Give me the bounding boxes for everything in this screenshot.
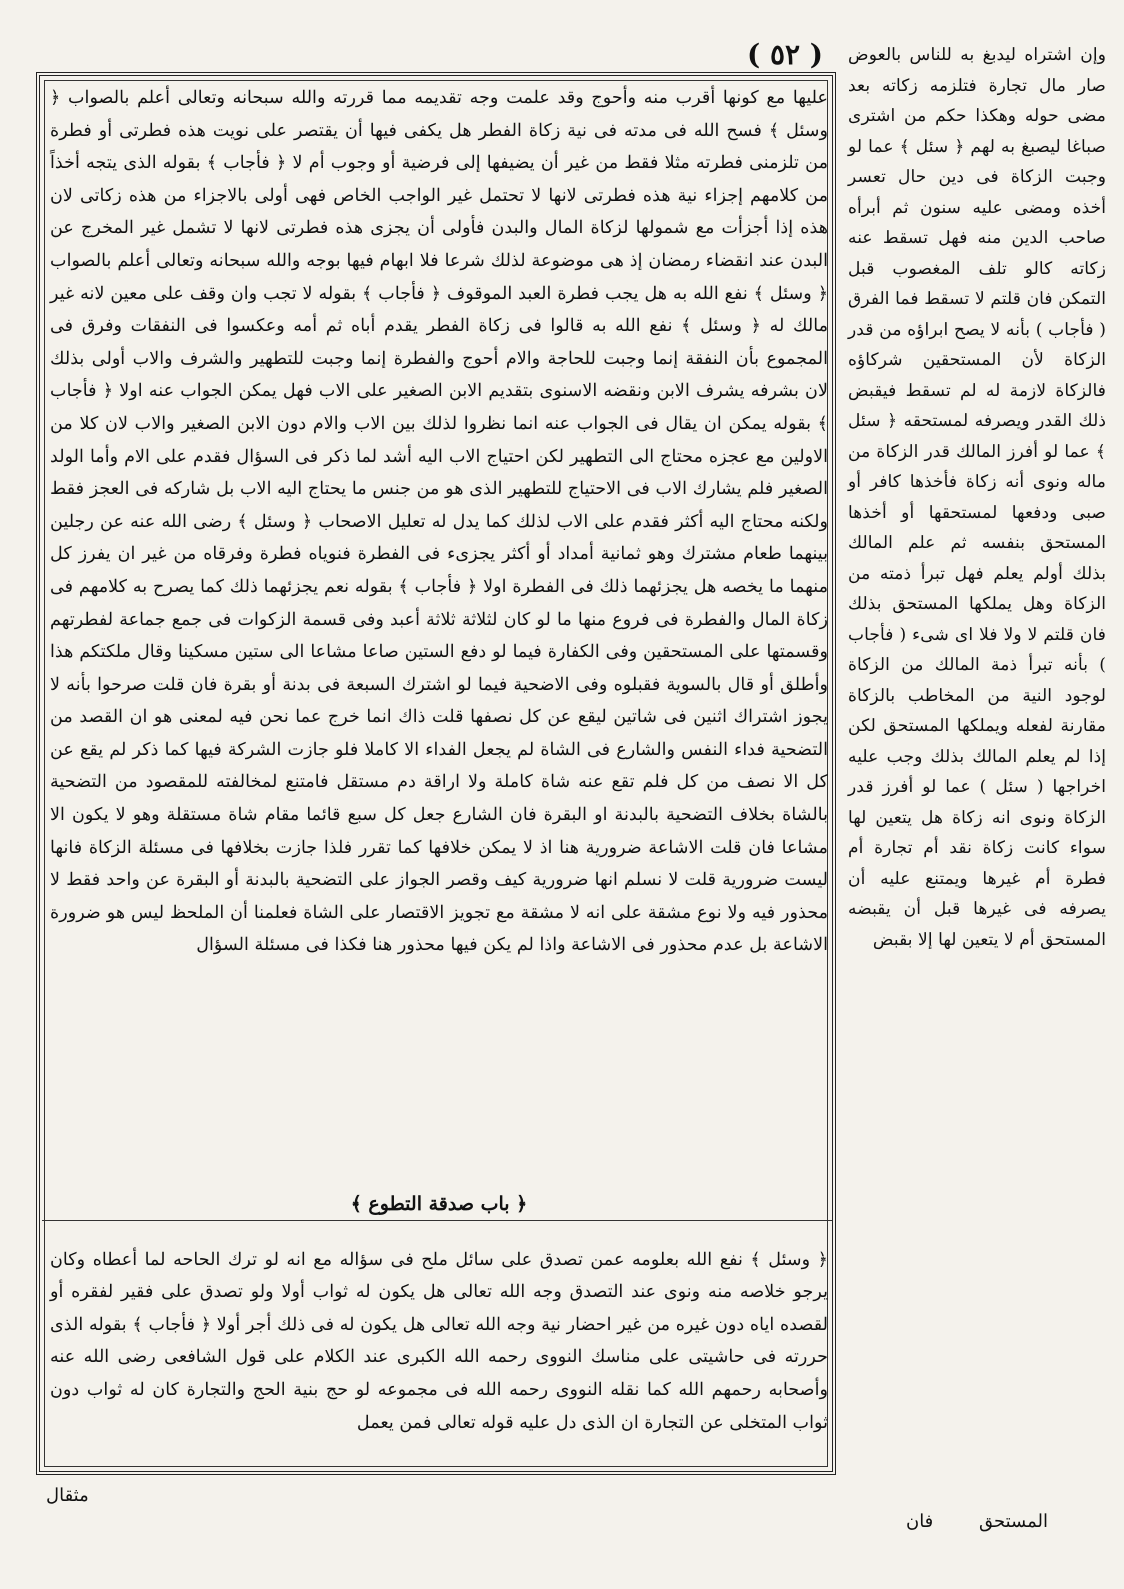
catchword-margin: المستحق فان [905,1511,1049,1532]
catchword-main: مثقال [46,1485,89,1506]
chapter-divider [42,1220,832,1221]
main-text-2: ﴿ وسئل ﴾ نفع الله بعلومه عمن تصدق على سائل ملح فى سؤاله مع انه لو ترك الحاحه لما أعطاه وكان يرجو خلاصه منه ونوى عند التصدق وجه الله تعالى هل يكون له ثواب أولا ولو تصدق على فقير لفقره أو لقصده اياه دون غيره من غير احضار نية وجه الله تعالى هل يكون له فى ذلك أجر أولا ﴿ فأجاب ﴾ بقوله الذى حررته فى حاشيتى على مناسك النووى رحمه الله الكبرى عند الكلام على قول الشافعى رضى الله عنه وأصحابه رحمهم الله كما نقله النووى رحمه الله فى مجموعه لو حج بنية الحج والتجارة كان له ثواب دون ثواب المتخلى عن التجارة ان الذى دل عليه قوله تعالى فمن يعمل [50,1249,828,1433]
margin-text: وإن اشتراه ليدبغ به للناس بالعوض صار مال تجارة فتلزمه زكاته بعد مضى حوله وهكذا حكم من اشترى صباغا ليصبغ به لهم ﴿ سئل ﴾ عما لو وجبت الزكاة فى دين حال تعسر أخذه ومضى عليه سنون ثم أبرأه صاحب الدين منه فهل تسقط عنه زكاته كالو تلف المغصوب قبل التمكن فان قلتم لا تسقط فما الفرق ( فأجاب ) بأنه لا يصح ابراؤه من قدر الزكاة لأن المستحقين شركاؤه فالزكاة لازمة له لم تسقط فيقبض ذلك القدر ويصرفه لمستحقه ﴿ سئل ﴾ عما لو أفرز المالك قدر الزكاة من ماله ونوى أنه زكاة فأخذها كافر أو صبى ودفعها لمستحقها أو أخذها المستحق بنفسه ثم علم المالك بذلك أولم يعلم فهل تبرأ ذمته من الزكاة وهل يملكها المستحق بذلك فان قلتم لا ولا فلا اى شىء ( فأجاب ) بأنه تبرأ ذمة المالك من الزكاة لوجود النية من المخاطب بالزكاة مقارنة لفعله ويملكها المستحق لكن إذا لم يعلم المالك بذلك وجب عليه اخراجها ( سئل ) عما لو أفرز قدر الزكاة ونوى انه زكاة هل يتعين لها سواء كانت زكاة نقد أم تجارة أم فطرة أم غيرها ويمتنع عليه أن يصرفه فى غيرها قبل أن يقبضه المستحق أم لا يتعين لها إلا بقبض [848,45,1106,950]
page-number: ( ٥٢ ) [746,38,824,71]
main-text-block-2 [50,1226,828,1471]
chapter-heading: ﴿ باب صدقة التطوع ﴾ [350,1193,528,1215]
margin-commentary [848,40,1106,1540]
main-text: عليها مع كونها أقرب منه وأحوج وقد علمت وجه تقديمه مما قررته والله سبحانه وتعالى أعلم بالصواب ﴿ وسئل ﴾ فسح الله فى مدته فى نية زكاة الفطر هل يكفى فيها أن يقتصر على نويت هذه فطرتى أو فطرة من تلزمنى فطرته مثلا فقط من غير أن يضيفها إلى فرضية أو وجوب أم لا ﴿ فأجاب ﴾ بقوله الذى يتجه أخذاً من كلامهم إجزاء نية هذه فطرتى لانها لا تحتمل غير الواجب الخاص فهى أولى بالاجزاء من هذه زكاتى لان هذه إذا أجزأت مع شمولها لزكاة المال والبدن فأولى أن يجزى هذه فطرتى لانها لا تشمل غير المخرج عن البدن عند انقضاء رمضان إذ هى موضوعة لذلك شرعا فلا ابهام فيها بوجه والله سبحانه وتعالى أعلم بالصواب ﴿ وسئل ﴾ نفع الله به هل يجب فطرة العبد الموقوف ﴿ فأجاب ﴾ بقوله لا تجب وان وقف على معين لانه غير مالك له ﴿ وسئل ﴾ نفع الله به قالوا فى زكاة الفطر يقدم أباه ثم أمه وعكسوا فى النفقات وفرق فى المجموع بأن النفقة إنما وجبت للحاجة والام أحوج والفطرة إنما وجبت للتطهير والشرف والاب أولى بذلك لان بشرفه يشرف الابن ونقضه الاسنوى بتقديم الابن الصغير على الاب فهل يمكن الجواب عنه اولا ﴿ فأجاب ﴾ بقوله يمكن ان يقال فى الجواب عنه انما نظروا لذلك بين الاب والام دون الابن الصغير والاب لان كلا من الاولين مع عجزه محتاج الى التطهير لكن احتياج الاب اليه أشد لما ذكر فى السؤال فقدم على الام وأما الولد الصغير فلم يشارك الاب فى الاحتياج للتطهير الذى هو من جنس ما يحتاج اليه الاب بل شاركه فى العجز فقط ولكنه محتاج اليه أكثر فقدم على الاب لذلك كما يدل له تعليل الاصحاب ﴿ وسئل ﴾ رضى الله عنه عن رجلين بينهما طعام مشترك وهو ثمانية أمداد أو أكثر يجزىء فى الفطرة فنوياه فطرة وفرقاه من غير ان يفرز كل منهما ما يخصه هل يجزئهما ذلك فى الفطرة اولا ﴿ فأجاب ﴾ بقوله نعم يجزئهما ذلك كما يصرح به كلامهم فى زكاة المال والفطرة فى فروع منها ما لو كان لثلاثة ثلاثة أعبد وفى قسمة الزكوات فى جمع جماعة لفطرتهم وقسمتها على المستحقين وفى الكفارة فيما لو دفع الستين صاعا مشاعا الى ستين مسكينا وقال ملكتكم هذا وأطلق أو قال بالسوية فقبلوه وفى الاضحية فيما لو اشترك السبعة فى بدنة أو بقرة فان قلت صرحوا بأنه لا يجوز اشتراك اثنين فى شاتين ليقع عن كل نصفها قلت ذاك انما خرج عما نحن فيه لمعنى هو ان القصد من التضحية فداء النفس والشارع فى الشاة لم يجعل الفداء الا كاملا فلو جازت الشركة فيها كما ذكر لم يقع عن كل الا نصف من كل فلم تقع عنه شاة كاملة ولا اراقة دم مستقل فامتنع لمخالفته للمقصود من التضحية بالشاة بخلاف التضحية بالبدنة او البقرة فان الشارع جعل كل سبع قائما مقام شاة مستقلة وهو لا يكون الا مشاعا فان قلت الاشاعة ضرورية هنا اذ لا يمكن خلافها كما تقرر فلذا جازت بخلافها فى مسئلة الزكاة فانها ليست ضرورية قلت لا نسلم انها ضرورية كيف وقصر الجواز على التضحية بالبدنة أو البقرة عن واحد فقط لا محذور فيه ولا نوع مشقة على انه لا مشقة مع تجويز الاقتصار على الشاة فعلمنا أن الملحظ ليس هو ضرورة الاشاعة بل عدم محذور فى الاشاعة واذا لم يكن فيها محذور هنا فكذا فى مسئلة السؤال [50,88,828,956]
